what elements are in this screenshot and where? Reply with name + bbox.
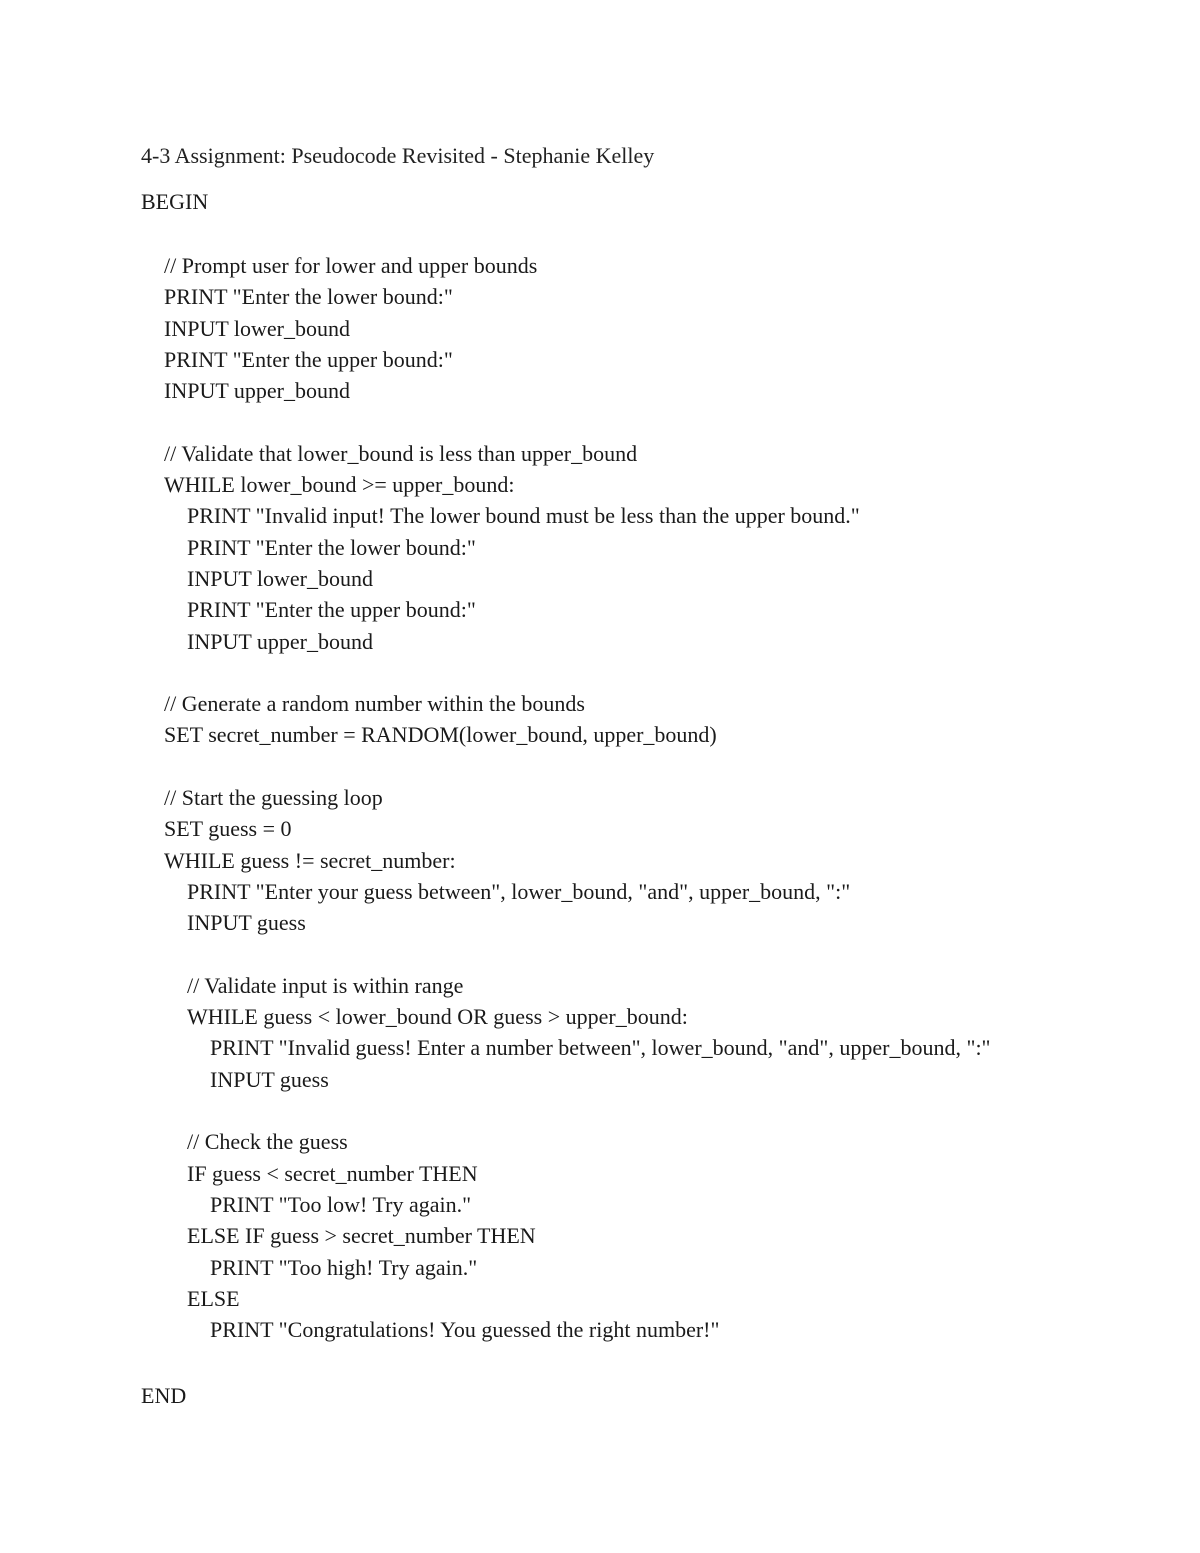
code-line: INPUT guess <box>187 910 306 936</box>
blank-line <box>141 406 991 437</box>
code-line: ELSE <box>187 1285 240 1311</box>
code-line: // Start the guessing loop <box>164 785 383 811</box>
code-line: // Validate that lower_bound is less than upper_bound <box>164 440 638 466</box>
code-line: IF guess < secret_number THEN <box>187 1160 478 1186</box>
blank-line <box>141 939 991 970</box>
code-line: // Prompt user for lower and upper bounds <box>164 253 538 278</box>
code-line: PRINT "Invalid guess! Enter a number between", lower_bound, "and", upper_bound, ":" <box>210 1035 991 1061</box>
code-line: PRINT "Enter the lower bound:" <box>187 534 476 560</box>
code-line: // Check the guess <box>187 1129 348 1155</box>
code-line: INPUT guess <box>210 1066 329 1092</box>
blank-line <box>141 1095 991 1126</box>
code-line: INPUT upper_bound <box>187 628 373 654</box>
document-title: 4-3 Assignment: Pseudocode Revisited - Stephanie Kelley <box>141 143 655 168</box>
blank-line <box>141 751 991 782</box>
code-line: INPUT lower_bound <box>187 565 373 591</box>
code-line: // Validate input is within range <box>187 972 464 998</box>
begin-keyword: BEGIN <box>141 189 209 214</box>
code-line: WHILE guess < lower_bound OR guess > upper_bound: <box>187 1004 688 1030</box>
code-line: PRINT "Enter the upper bound:" <box>164 346 453 372</box>
end-keyword: END <box>141 1383 187 1408</box>
code-line: INPUT upper_bound <box>164 378 350 404</box>
code-line: SET guess = 0 <box>164 816 292 842</box>
pseudocode-block <box>141 250 991 1345</box>
code-line: PRINT "Congratulations! You guessed the right number!" <box>210 1317 720 1343</box>
code-line: SET secret_number = RANDOM(lower_bound, upper_bound) <box>164 722 717 748</box>
code-line: ELSE IF guess > secret_number THEN <box>187 1223 536 1249</box>
code-line: PRINT "Too low! Try again." <box>210 1191 472 1217</box>
code-line: WHILE lower_bound >= upper_bound: <box>164 472 515 498</box>
code-line: WHILE guess != secret_number: <box>164 847 456 873</box>
code-line: PRINT "Too high! Try again." <box>210 1254 478 1280</box>
code-line: PRINT "Enter the lower bound:" <box>164 284 453 310</box>
code-line: PRINT "Enter the upper bound:" <box>187 597 476 623</box>
code-line: PRINT "Enter your guess between", lower_bound, "and", upper_bound, ":" <box>187 878 851 904</box>
code-line: INPUT lower_bound <box>164 315 350 341</box>
blank-line <box>141 657 991 688</box>
code-line: // Generate a random number within the bounds <box>164 691 585 717</box>
code-line: PRINT "Invalid input! The lower bound must be less than the upper bound." <box>187 503 860 529</box>
